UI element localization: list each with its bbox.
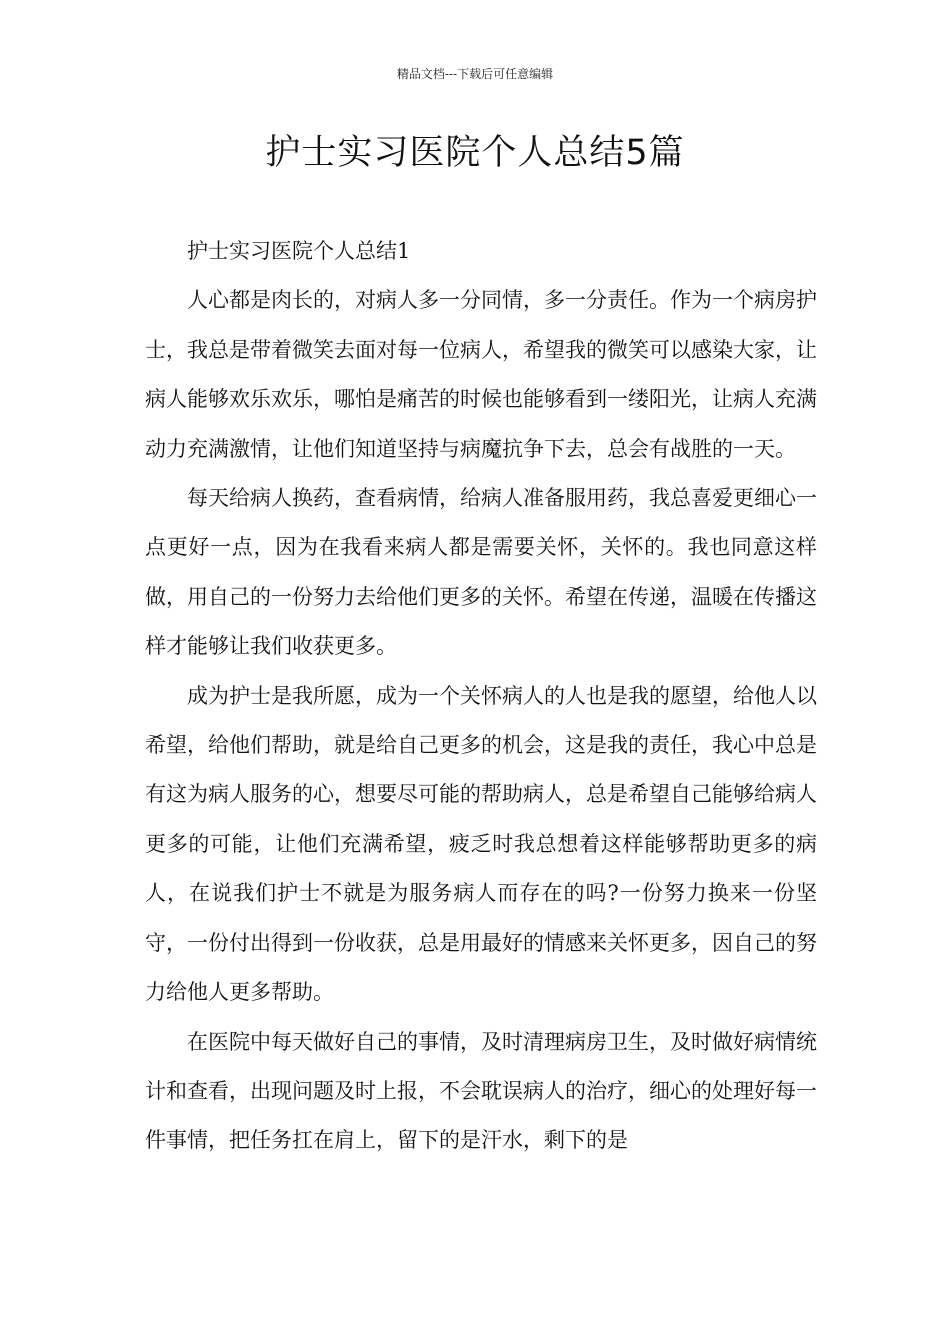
paragraph-2: 每天给病人换药，查看病情，给病人准备服用药，我总喜爱更细心一点更好一点，因为在我看来病人都是需要关怀，关怀的。我也同意这样做，用自己的一份努力去给他们更多的关怀。希望在传递，温暖在传播这样才能够让我们收获更多。 (145, 486, 817, 659)
document-body (145, 227, 817, 1166)
paragraph-3: 成为护士是我所愿，成为一个关怀病人的人也是我的愿望，给他人以希望，给他们帮助，就是给自己更多的机会，这是我的责任，我心中总是有这为病人服务的心，想要尽可能的帮助病人，总是希望自己能够给病人更多的可能，让他们充满希望，疲乏时我总想着这样能够帮助更多的病人，在说我们护士不就是为服务病人而存在的吗?一份努力换来一份坚守，一份付出得到一份收获，总是用最好的情感来关怀更多，因自己的努力给他人更多帮助。 (145, 683, 817, 1005)
section-heading: 护士实习医院个人总结1 (187, 239, 411, 263)
header-note: 精品文档---下载后可任意编辑 (396, 67, 554, 81)
document-title: 护士实习医院个人总结5篇 (265, 133, 685, 173)
paragraph-1: 人心都是肉长的，对病人多一分同情，多一分责任。作为一个病房护士，我总是带着微笑去面对每一位病人，希望我的微笑可以感染大家，让病人能够欢乐欢乐，哪怕是痛苦的时候也能够看到一缕阳光，让病人充满动力充满激情，让他们知道坚持与病魔抗争下去，总会有战胜的一天。 (145, 288, 817, 461)
paragraph-4: 在医院中每天做好自己的事情，及时清理病房卫生，及时做好病情统计和查看，出现问题及时上报，不会耽误病人的治疗，细心的处理好每一件事情，把任务扛在肩上，留下的是汗水，剩下的是 (145, 1029, 817, 1153)
